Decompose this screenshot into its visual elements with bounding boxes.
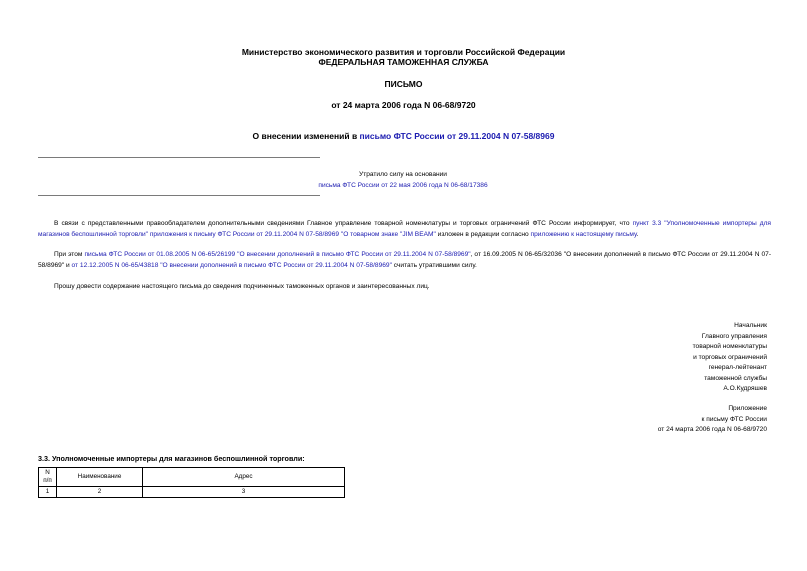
signature-block — [693, 321, 767, 395]
importers-table — [38, 467, 345, 498]
appendix-line-1: Приложение — [728, 405, 767, 412]
appendix-block — [658, 404, 767, 436]
doc-type: ПИСЬМО — [384, 79, 423, 89]
status-link[interactable]: письма ФТС России от 22 мая 2006 года N 06-68/17386 — [318, 182, 488, 189]
paragraph-2 — [38, 249, 771, 271]
table-header-row — [39, 468, 345, 487]
header-block — [0, 47, 807, 67]
cell-number: 1 — [39, 487, 57, 498]
para2-link-1[interactable]: письма ФТС России от 01.08.2005 N 06-65/26199 "О внесении дополнений в письмо ФТС России от 29.11.2004 N 07-58/8969" — [84, 251, 471, 258]
paragraph-3: Прошу довести содержание настоящего письма до сведения подчиненных таможенных органов и заинтересованных лиц. — [54, 283, 430, 290]
paragraph-1 — [38, 218, 771, 240]
status-text: Утратило силу на основании — [359, 171, 447, 178]
col-header-address: Адрес — [143, 468, 345, 487]
cell-address: 3 — [143, 487, 345, 498]
para1-text-2: изложен в редакции согласно — [435, 231, 531, 238]
para2-link-2[interactable]: от 12.12.2005 N 06-65/43818 "О внесении дополнений в письмо ФТС России от 29.11.2004 N 07-58/8969" — [71, 262, 392, 269]
col-header-name: Наименование — [57, 468, 143, 487]
signature-line-1: Начальник — [734, 322, 767, 329]
para2-text-1: При этом — [54, 251, 85, 258]
para1-link-2[interactable]: приложению к настоящему письму — [530, 231, 637, 238]
subject-prefix: О внесении изменений в — [252, 131, 360, 141]
signature-line-5: генерал-лейтенант — [708, 364, 767, 371]
appendix-line-2: к письму ФТС России — [701, 415, 767, 423]
signature-line-6: таможенной службы — [704, 374, 767, 382]
subject-link[interactable]: письмо ФТС России от 29.11.2004 N 07-58/8969 — [359, 131, 555, 141]
appendix-line-3: от 24 марта 2006 года N 06-68/9720 — [657, 426, 767, 433]
service-name: ФЕДЕРАЛЬНАЯ ТАМОЖЕННАЯ СЛУЖБА — [318, 57, 489, 67]
ministry-name: Министерство экономического развития и торговли Российской Федерации — [241, 47, 566, 57]
signature-line-4: и торговых ограничений — [693, 353, 767, 361]
cell-name: 2 — [57, 487, 143, 498]
para2-text-2: , от 16.09.2005 N 06-65/32036 "О внесении дополнений в письмо ФТС России от 29.11.2004 N 07-58/8969" и — [38, 251, 772, 269]
signature-line-3: товарной номенклатуры — [692, 343, 767, 350]
divider-top — [38, 157, 320, 158]
signature-line-7: А.О.Кудряшев — [723, 385, 767, 392]
para2-text-3: считать утратившими силу. — [391, 262, 477, 269]
doc-subject — [0, 131, 807, 141]
doc-date-number: от 24 марта 2006 года N 06-68/9720 — [331, 100, 476, 110]
signature-line-2: Главного управления — [701, 332, 767, 340]
para1-text-1: В связи с представленными правообладателем дополнительными сведениями Главное управление товарной номенклатуры и торговых ограничений ФТС России информирует, что — [54, 220, 633, 227]
para1-text-3: . — [636, 231, 639, 238]
status-block — [38, 169, 768, 191]
para1-link-1[interactable]: пункт 3.3 "Уполномоченные импортеры для магазинов беспошлинной торговли" приложения к письму ФТС России от 29.11.2004 N 07-58/8969 "О товарном знаке "JIM BEAM" — [38, 220, 771, 238]
col-header-number: N п/п — [39, 468, 57, 487]
table-row — [39, 487, 345, 498]
divider-bottom — [38, 195, 320, 196]
section-title: 3.3. Уполномоченные импортеры для магазинов беспошлинной торговли: — [38, 454, 305, 463]
